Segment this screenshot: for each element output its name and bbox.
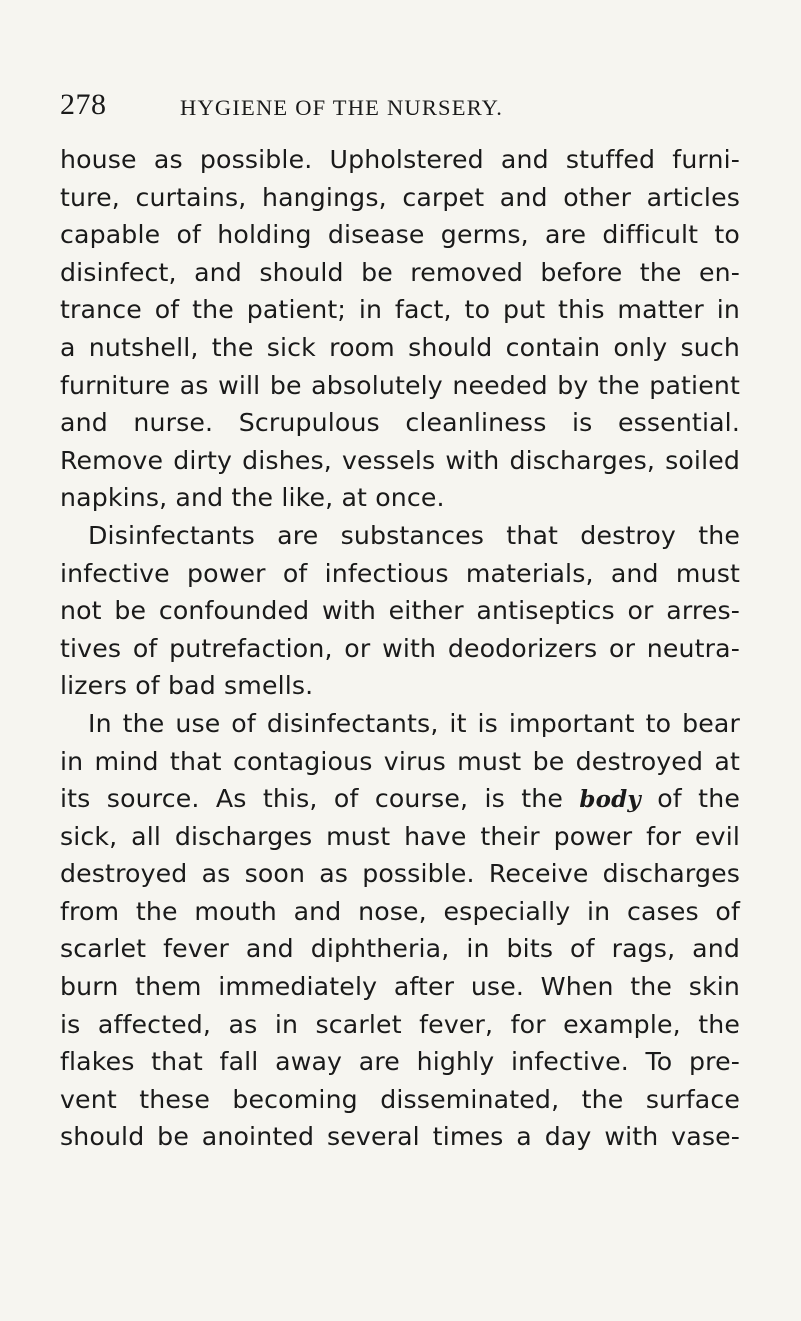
text-line: furniture as will be absolutely needed by the patient [60, 370, 740, 400]
text-line: is affected, as in scarlet fever, for example, the [60, 1009, 740, 1039]
text-line: from the mouth and nose, especially in cases of [60, 896, 740, 926]
page-number: 278 [60, 88, 107, 121]
text-line: not be confounded with either antiseptics or arres- [60, 596, 740, 626]
text-line: lizers of bad smells. [60, 671, 314, 701]
text-line: destroyed as soon as possible. Receive discharges [60, 859, 740, 889]
running-head [60, 88, 750, 128]
text-line: Remove dirty dishes, vessels with discharges, soiled [60, 445, 740, 475]
text-line: house as possible. Upholstered and stuffed furni- [60, 145, 740, 174]
emphasized-word: body [579, 786, 641, 814]
body-text [60, 141, 740, 1156]
text-line: tives of putrefaction, or with deodorizers or neutra- [60, 633, 740, 663]
text-line: capable of holding disease germs, are difficult to [60, 220, 740, 250]
text-line: should be anointed several times a day with vase- [60, 1122, 740, 1152]
text-line: trance of the patient; in fact, to put this matter in [60, 295, 740, 325]
text-line: in mind that contagious virus must be destroyed at [60, 746, 740, 776]
text-line: disinfect, and should be removed before the en- [60, 257, 740, 287]
text-line: a nutshell, the sick room should contain only such [60, 332, 740, 362]
text-line: In the use of disinfectants, it is important to bear [88, 708, 740, 738]
text-fragment: of the [657, 784, 740, 814]
text-line: vent these becoming disseminated, the surface [60, 1084, 740, 1114]
text-line: scarlet fever and diphtheria, in bits of rags, and [60, 934, 740, 964]
text-line: ture, curtains, hangings, carpet and other articles [60, 182, 740, 212]
text-line: napkins, and the like, at once. [60, 483, 445, 513]
text-line: and nurse. Scrupulous cleanliness is essential. [60, 408, 740, 438]
text-line: flakes that fall away are highly infective. To pre- [60, 1047, 740, 1077]
running-title: HYGIENE OF THE NURSERY. [180, 95, 504, 120]
text-line-with-emphasis [60, 780, 740, 818]
text-fragment: its source. As this, of course, is the [60, 784, 564, 814]
text-line: sick, all discharges must have their power for evil [60, 821, 740, 851]
text-line: infective power of infectious materials, and must [60, 558, 740, 588]
text-line: Disinfectants are substances that destroy the [88, 520, 740, 550]
text-line: burn them immediately after use. When the skin [60, 972, 740, 1002]
